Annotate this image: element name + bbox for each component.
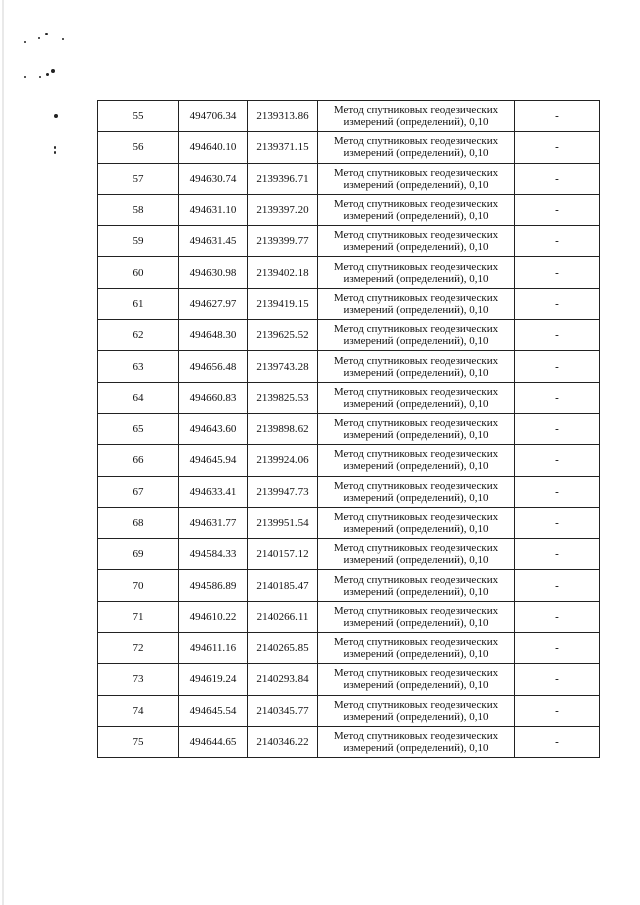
point-description-cell: - [515, 664, 600, 695]
point-number-cell: 66 [98, 445, 179, 476]
scan-speck [39, 76, 41, 78]
point-number-cell: 73 [98, 664, 179, 695]
table-row [98, 664, 600, 695]
point-description-cell: - [515, 445, 600, 476]
coordinate-y-cell: 2139924.06 [248, 445, 318, 476]
point-description-cell: - [515, 194, 600, 225]
coordinate-y-cell: 2139396.71 [248, 163, 318, 194]
coordinate-y-cell: 2139951.54 [248, 507, 318, 538]
point-number-cell: 59 [98, 226, 179, 257]
coordinate-x-cell: 494645.54 [179, 695, 248, 726]
coordinate-y-cell: 2140185.47 [248, 570, 318, 601]
table-row [98, 445, 600, 476]
scan-speck [24, 76, 26, 78]
table-row [98, 413, 600, 444]
scan-speck [51, 69, 55, 73]
point-description-cell: - [515, 351, 600, 382]
table-row [98, 601, 600, 632]
method-accuracy-cell: Метод спутниковых геодезических измерений (определений), 0,10 [318, 257, 515, 288]
coordinate-x-cell: 494631.77 [179, 507, 248, 538]
coordinate-x-cell: 494610.22 [179, 601, 248, 632]
table-row [98, 726, 600, 757]
method-accuracy-cell: Метод спутниковых геодезических измерений (определений), 0,10 [318, 601, 515, 632]
method-accuracy-cell: Метод спутниковых геодезических измерений (определений), 0,10 [318, 101, 515, 132]
point-description-cell: - [515, 382, 600, 413]
table-row [98, 570, 600, 601]
point-number-cell: 55 [98, 101, 179, 132]
table-row [98, 476, 600, 507]
scan-speck [54, 114, 58, 118]
coordinate-y-cell: 2140266.11 [248, 601, 318, 632]
coordinate-x-cell: 494656.48 [179, 351, 248, 382]
method-accuracy-cell: Метод спутниковых геодезических измерений (определений), 0,10 [318, 382, 515, 413]
method-accuracy-cell: Метод спутниковых геодезических измерений (определений), 0,10 [318, 320, 515, 351]
method-accuracy-cell: Метод спутниковых геодезических измерений (определений), 0,10 [318, 288, 515, 319]
table-row [98, 257, 600, 288]
point-number-cell: 60 [98, 257, 179, 288]
scan-speck [38, 37, 40, 39]
point-description-cell: - [515, 507, 600, 538]
point-number-cell: 70 [98, 570, 179, 601]
scan-speck [54, 151, 56, 154]
coordinate-y-cell: 2140346.22 [248, 726, 318, 757]
method-accuracy-cell: Метод спутниковых геодезических измерений (определений), 0,10 [318, 351, 515, 382]
coordinate-x-cell: 494631.45 [179, 226, 248, 257]
table-row [98, 695, 600, 726]
table-row [98, 539, 600, 570]
coordinate-y-cell: 2140345.77 [248, 695, 318, 726]
coordinate-y-cell: 2140157.12 [248, 539, 318, 570]
coordinate-y-cell: 2139402.18 [248, 257, 318, 288]
method-accuracy-cell: Метод спутниковых геодезических измерений (определений), 0,10 [318, 633, 515, 664]
point-description-cell: - [515, 476, 600, 507]
table-row [98, 194, 600, 225]
point-number-cell: 56 [98, 132, 179, 163]
point-number-cell: 64 [98, 382, 179, 413]
point-number-cell: 62 [98, 320, 179, 351]
coordinate-y-cell: 2139625.52 [248, 320, 318, 351]
point-description-cell: - [515, 633, 600, 664]
coordinate-y-cell: 2139419.15 [248, 288, 318, 319]
coordinate-y-cell: 2139825.53 [248, 382, 318, 413]
coordinate-y-cell: 2139947.73 [248, 476, 318, 507]
scan-speck [54, 146, 56, 149]
point-description-cell: - [515, 163, 600, 194]
point-number-cell: 69 [98, 539, 179, 570]
point-number-cell: 61 [98, 288, 179, 319]
method-accuracy-cell: Метод спутниковых геодезических измерений (определений), 0,10 [318, 570, 515, 601]
point-description-cell: - [515, 570, 600, 601]
method-accuracy-cell: Метод спутниковых геодезических измерений (определений), 0,10 [318, 539, 515, 570]
method-accuracy-cell: Метод спутниковых геодезических измерений (определений), 0,10 [318, 445, 515, 476]
coordinate-y-cell: 2140293.84 [248, 664, 318, 695]
method-accuracy-cell: Метод спутниковых геодезических измерений (определений), 0,10 [318, 163, 515, 194]
point-description-cell: - [515, 132, 600, 163]
point-number-cell: 74 [98, 695, 179, 726]
table-row [98, 382, 600, 413]
coordinate-y-cell: 2139371.15 [248, 132, 318, 163]
point-number-cell: 68 [98, 507, 179, 538]
coordinate-x-cell: 494619.24 [179, 664, 248, 695]
coordinate-y-cell: 2139898.62 [248, 413, 318, 444]
coordinate-x-cell: 494627.97 [179, 288, 248, 319]
scan-speck [45, 33, 48, 35]
coordinate-x-cell: 494645.94 [179, 445, 248, 476]
point-number-cell: 72 [98, 633, 179, 664]
coordinates-table [97, 100, 600, 758]
coordinate-y-cell: 2139743.28 [248, 351, 318, 382]
point-description-cell: - [515, 101, 600, 132]
coordinate-x-cell: 494633.41 [179, 476, 248, 507]
table-row [98, 351, 600, 382]
table-row [98, 320, 600, 351]
coordinate-y-cell: 2139399.77 [248, 226, 318, 257]
method-accuracy-cell: Метод спутниковых геодезических измерений (определений), 0,10 [318, 132, 515, 163]
coordinate-y-cell: 2139397.20 [248, 194, 318, 225]
coordinate-x-cell: 494644.65 [179, 726, 248, 757]
coordinate-y-cell: 2140265.85 [248, 633, 318, 664]
table-row [98, 226, 600, 257]
coordinate-x-cell: 494631.10 [179, 194, 248, 225]
point-description-cell: - [515, 539, 600, 570]
coordinate-x-cell: 494611.16 [179, 633, 248, 664]
method-accuracy-cell: Метод спутниковых геодезических измерений (определений), 0,10 [318, 194, 515, 225]
scan-speck [24, 41, 26, 43]
coordinate-x-cell: 494648.30 [179, 320, 248, 351]
table-row [98, 132, 600, 163]
table-row [98, 633, 600, 664]
scan-speck [46, 73, 49, 76]
coordinate-x-cell: 494630.74 [179, 163, 248, 194]
method-accuracy-cell: Метод спутниковых геодезических измерений (определений), 0,10 [318, 726, 515, 757]
point-description-cell: - [515, 413, 600, 444]
coordinate-x-cell: 494660.83 [179, 382, 248, 413]
point-description-cell: - [515, 226, 600, 257]
method-accuracy-cell: Метод спутниковых геодезических измерений (определений), 0,10 [318, 664, 515, 695]
method-accuracy-cell: Метод спутниковых геодезических измерений (определений), 0,10 [318, 507, 515, 538]
table-row [98, 163, 600, 194]
point-number-cell: 71 [98, 601, 179, 632]
table-row [98, 288, 600, 319]
method-accuracy-cell: Метод спутниковых геодезических измерений (определений), 0,10 [318, 226, 515, 257]
point-description-cell: - [515, 257, 600, 288]
point-number-cell: 65 [98, 413, 179, 444]
coordinate-y-cell: 2139313.86 [248, 101, 318, 132]
scan-edge-shadow [2, 0, 4, 905]
coordinate-x-cell: 494584.33 [179, 539, 248, 570]
method-accuracy-cell: Метод спутниковых геодезических измерений (определений), 0,10 [318, 695, 515, 726]
point-description-cell: - [515, 601, 600, 632]
point-number-cell: 63 [98, 351, 179, 382]
coordinate-x-cell: 494640.10 [179, 132, 248, 163]
point-description-cell: - [515, 695, 600, 726]
coordinates-table-body [98, 101, 600, 758]
coordinate-x-cell: 494643.60 [179, 413, 248, 444]
method-accuracy-cell: Метод спутниковых геодезических измерений (определений), 0,10 [318, 413, 515, 444]
point-number-cell: 57 [98, 163, 179, 194]
point-number-cell: 75 [98, 726, 179, 757]
coordinate-x-cell: 494586.89 [179, 570, 248, 601]
scan-speck [62, 38, 64, 40]
point-number-cell: 58 [98, 194, 179, 225]
coordinate-x-cell: 494706.34 [179, 101, 248, 132]
table-row [98, 507, 600, 538]
point-description-cell: - [515, 288, 600, 319]
table-row [98, 101, 600, 132]
point-description-cell: - [515, 726, 600, 757]
point-description-cell: - [515, 320, 600, 351]
point-number-cell: 67 [98, 476, 179, 507]
method-accuracy-cell: Метод спутниковых геодезических измерений (определений), 0,10 [318, 476, 515, 507]
coordinate-x-cell: 494630.98 [179, 257, 248, 288]
